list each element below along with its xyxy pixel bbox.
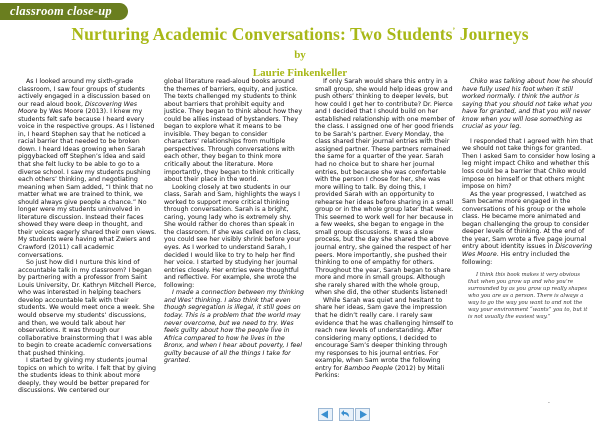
article-title-end: Journeys bbox=[455, 23, 529, 44]
previous-page-button[interactable] bbox=[318, 408, 333, 421]
article-title bbox=[0, 20, 600, 45]
paragraph: As I looked around my sixth-grade classroom, I saw four groups of students actively engaged in a discussion based on our read aloud book, Discovering Wes Moore by Wes Moore (2013). I knew my students felt safe because I heard every voice in the respective groups. As I listened in, I heard Stephen say that he noticed a racial barrier that needed to be broken down. I heard Ideas growing when Sarah piggybacked off Stephen’s idea and said that she felt lucky to be able to go to a diverse school. I saw my students pushing each others’ thinking, and negotiating meaning when Sam added, “I think that no matter what we are trained to think, we should always give people a chance.” No longer were my students uninvolved in literature discussion. Instead their faces showed they were deep in thought, and their voices eagerly shared their own views. My students were having what Zwiers and Crawford (2011) call academic conversations. bbox=[18, 78, 157, 259]
column-1 bbox=[18, 78, 157, 413]
next-page-button[interactable] bbox=[355, 408, 370, 421]
article-title-apostrophe: ’ bbox=[452, 26, 456, 35]
paragraph: I responded that I agreed with him that we should not take things for granted. Then I asked Sam to consider how losing a leg might impact Chiko and whether this loss could be a barrier that Chiko would impose on himself or that others might impose on him? bbox=[462, 137, 596, 191]
book-title: Discovering Wes Moore bbox=[18, 100, 138, 116]
back-button[interactable] bbox=[339, 408, 354, 421]
section-banner-label: classroom close-up bbox=[10, 4, 112, 18]
byline: by bbox=[294, 48, 306, 61]
column-4 bbox=[462, 78, 596, 413]
journal-quote-sam: Chiko was talking about how he should have fully used his foot when it still worked normally. I think the author is saying that you should not take what you have for granted, and that you will never know when you will lose something as crucial as your leg. bbox=[462, 78, 593, 131]
article-title-text: Nurturing Academic Conversations: Two Students bbox=[71, 23, 453, 44]
column-2 bbox=[164, 78, 304, 413]
paragraph: While Sarah was quiet and hesitant to share her ideas, Sam gave the impression that he didn’t really care. I rarely saw evidence that he was challenging himself to reach new levels of understanding. After considering many options, I decided to encourage Sam’s deeper thinking through my responses to his journal entries. For example, when Sam wrote the following entry for Bamboo People (2012) by Mitali Perkins: bbox=[315, 296, 454, 380]
paragraph: Looking closely at two students in our class, Sarah and Sam, highlights the ways I worked to support more critical thinking through conversation. Sarah is a bright, caring, young lady who is extremely shy. She would rather do chores than speak in the classroom. If she was called on in class, you could see her visibly shrink before your eyes. As I worked to understand Sarah, I decided I would like to try to help her find her voice. I started by studying her journal entries closely. Her entries were thoughtful and reflective. For example, she wrote the following: bbox=[164, 183, 301, 289]
author-name: Laurie Finkenkeller bbox=[252, 66, 348, 79]
paragraph: If only Sarah would share this entry in a small group, she would help ideas grow and push others’ thinking to deeper levels, but how could I get her to contribute? Dr. Pierce and I decided that I should build on her established relationship with one member of the class. I assigned one of her good friends to be Sarah’s partner. Every Monday, the class shared their journal entries with their assigned partner. These partners remained the same for a quarter of the year. Sarah had no choice but to share her journal entries, but because she was comfortable with the person I chose for her, she was more willing to talk. By doing this, I provided Sarah with an opportunity to rehearse her ideas before sharing in a small group or in the whole group later that week. This seemed to work well for her because in a few weeks, she began to engage in the small group discussions. It was a slow process, but the day she shared the above journal entry, she gained the respect of her peers. More importantly, she pushed their thinking to one of empathy for others. Throughout the year, Sarah began to share more and more in small groups. Although she rarely shared with the whole group, when she did, the other students listened! bbox=[315, 78, 455, 297]
book-title: Bamboo People bbox=[344, 364, 393, 372]
journal-quote-sarah: I made a connection between my thinking and Wes’ thinking. I also think that even though segregation is illegal, it still goes on today. This is a problem that the world may never overcome, but we need to try. Wes feels guilty about how the people live in Africa compared to how he lives in the Bronx, and when I hear about poverty, I feel guilty because of all the things I take for granted. bbox=[164, 289, 304, 365]
section-banner bbox=[0, 3, 128, 20]
paragraph: So just how did I nurture this kind of accountable talk in my classroom? I began by partnering with a professor from Saint Louis University, Dr. Kathryn Mitchell Pierce, who was interested in helping teachers develop accountable talk with their students. We would meet once a week. She would observe my students’ discussions, and then, we would talk about her observations. It was through our collaborative brainstorming that I was able to begin to create academic conversations that pushed thinking. bbox=[18, 259, 157, 357]
end-mark: . bbox=[548, 398, 550, 405]
book-title: Discovering Wes Moore bbox=[462, 243, 593, 259]
paragraph: I started by giving my students journal topics on which to write. I felt that by giving the students ideas to think about more deeply, they would be better prepared for discussions. We centered our bbox=[18, 357, 157, 395]
back-arrow-icon bbox=[339, 408, 354, 421]
article-body bbox=[18, 78, 598, 413]
paragraph: global literature read-aloud books around the themes of barriers, equity, and justice. The texts challenged my students to think about barriers that prohibit equity and justice. They began to think about how they could be allies instead of bystanders. They began to explore what it means to be invisible. They began to consider characters’ relationships from multiple perspectives. Through conversations with each other, they began to think more critically about the literature. More importantly, they began to think critically about their place in the world. bbox=[164, 78, 303, 184]
article-header bbox=[0, 20, 600, 80]
paragraph: As the year progressed, I watched as Sam became more engaged in the conversations of his group or the whole class. He became more animated and began challenging the group to consider deeper levels of thinking. At the end of the year, Sam wrote a five page journal entry about identity issues in Discovering Wes Moore. His entry included the following: bbox=[462, 190, 593, 266]
column-3 bbox=[315, 78, 455, 413]
arrow-right-icon bbox=[355, 408, 370, 421]
arrow-left-icon bbox=[318, 408, 333, 421]
handwritten-quote: I think this book makes it very obvious that when you grow up and who you’re surrounded by as you grow up really shapes who you are as a person. There is always a way to go the way you want to and not the way your environment “wants” you to, but it is not usually the easiest way.” bbox=[468, 272, 588, 321]
